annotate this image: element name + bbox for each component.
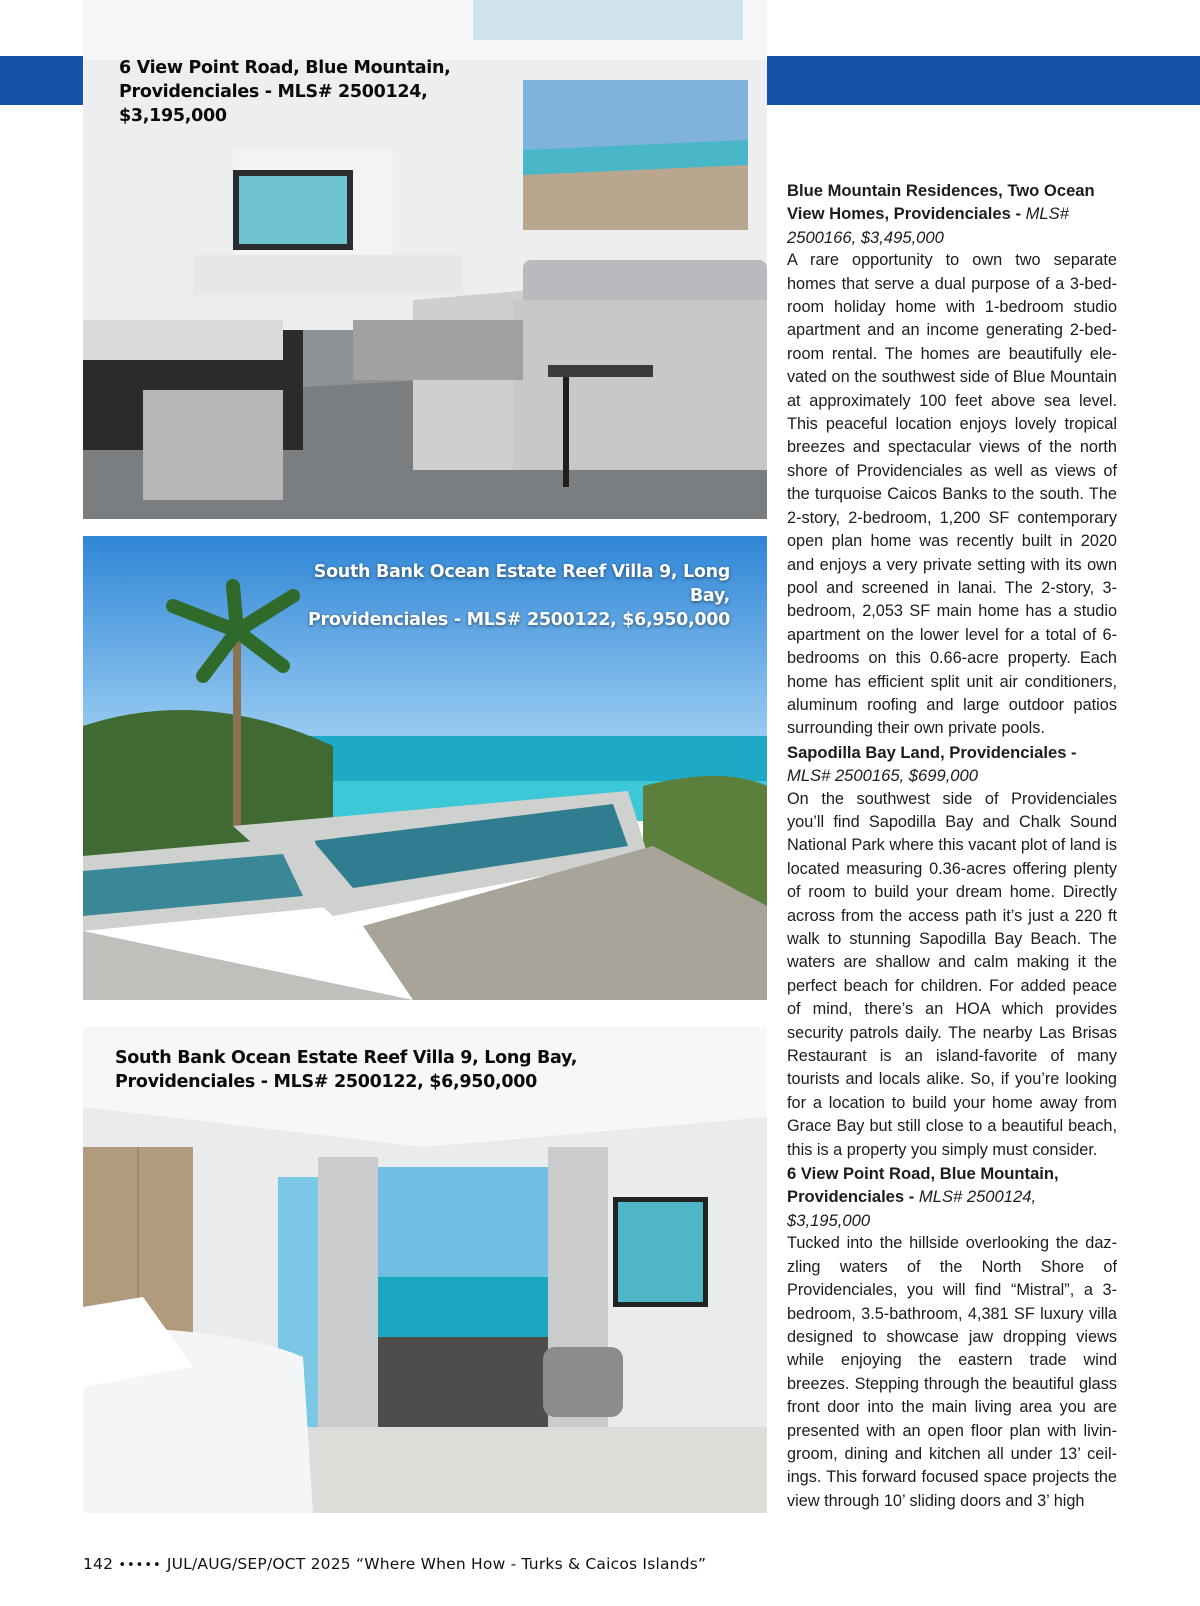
listing-heading: Sapodilla Bay Land, Providenciales - MLS# 2500165, $699,000 xyxy=(787,742,1077,786)
listing-title: Sapodilla Bay Land, Providenciales xyxy=(787,742,1067,762)
listing-mls-price: MLS# 2500124, $3,195,000 xyxy=(787,1187,1037,1230)
caption-line: South Bank Ocean Estate Reef Villa 9, Long Bay, xyxy=(313,562,730,606)
photo-caption-pool xyxy=(300,560,730,632)
listing-heading: Blue Mountain Residences, Two Ocean View Homes, Providenciales - MLS# 2500166, $3,495,000 xyxy=(787,181,1095,247)
header-band-right xyxy=(767,56,1200,105)
page-number: 142 xyxy=(83,1555,114,1573)
caption-line: Providenciales - MLS# 2500124, xyxy=(119,82,428,102)
issue-date: JUL/AUG/SEP/OCT 2025 xyxy=(166,1555,351,1573)
footer-dots: ••••• xyxy=(118,1558,162,1573)
listing-title: Blue Mountain Residences, Two Ocean View Homes, Providenciales xyxy=(787,181,1095,224)
photo-caption-living-room xyxy=(119,56,450,128)
photo-caption-bedroom xyxy=(115,1046,577,1094)
listing-mls-price: MLS# 2500166, $3,495,000 xyxy=(787,204,1069,247)
bedroom-photo xyxy=(83,1027,767,1513)
bedroom-illustration xyxy=(83,1027,767,1513)
listing-mls-price: MLS# 2500165, $699,000 xyxy=(787,766,978,786)
listing-body: A rare opportunity to own two separate homes that serve a dual purpose of a 3-bedroom holiday home with 1-bedroom studio apartment and an income generating 2-bedroom rental. The homes are beautifully elevated on the southwest side of Blue Mountain at approximately 100 feet above sea level. This peaceful location enjoys lovely tropical breezes and spectacular views of the north shore of Providenciales as well as views of the turquoise Caicos Banks to the south. The 2-story, 2-bedroom, 1,200 SF contemporary open plan home was recently built in 2020 and enjoys a very private setting with its own pool and screened in lanai. The 2-story, 3-bedroom, 2,053 SF main home has a studio apartment on the lower level for a total of 6-bedrooms on this 0.66-acre property. Each home has efficient split unit air conditioners, aluminum roofing and large outdoor patios surrounding their own private pools. xyxy=(787,251,1117,738)
caption-line: $3,195,000 xyxy=(119,106,227,126)
publication-title: “Where When How - Turks & Caicos Islands” xyxy=(355,1555,707,1573)
caption-line: South Bank Ocean Estate Reef Villa 9, Long Bay, xyxy=(115,1048,578,1068)
page-footer xyxy=(83,1555,706,1573)
listing-title: 6 View Point Road, Blue Mountain, Providenciales xyxy=(787,1164,1059,1207)
caption-line: Providenciales - MLS# 2500122, $6,950,000 xyxy=(115,1072,537,1092)
listing-body: On the southwest side of Providenciales you’ll find Sapodilla Bay and Chalk Sound National Park where this vacant plot of land is located measuring 0.36-acres offering plenty of room to build your dream home. Directly across from the access path it’s just a 220 ft walk to stunning Sapodilla Bay Beach. The waters are shallow and calm making it the perfect beach for children. For added peace of mind, there’s an HOA which provides security patrols daily. The nearby Las Brisas Restaurant is an island-favorite of many tourists and locals alike. So, if you’re looking for a location to build your home away from Grace Bay but still close to a beautiful beach, this is a property you simply must consider. xyxy=(787,789,1117,1159)
header-band-left xyxy=(0,56,83,105)
listing-body: Tucked into the hillside overlooking the dazzling waters of the North Shore of Providenciales, you will find “Mistral”, a 3-bedroom, 3.5-bathroom, 4,381 SF luxury villa designed to showcase jaw dropping views while enjoying the eastern trade wind breezes. Stepping through the beautiful glass front door into the main living area you are presented with an open floor plan with livingroom, dining and kitchen all under 13’ ceilings. This forward focused space projects the view through 10’ sliding doors and 3’ high xyxy=(787,1234,1117,1510)
listing-heading: 6 View Point Road, Blue Mountain, Providenciales - MLS# 2500124, $3,195,000 xyxy=(787,1164,1059,1230)
article-column xyxy=(787,179,1117,1513)
caption-line: 6 View Point Road, Blue Mountain, xyxy=(119,58,451,78)
caption-line: Providenciales - MLS# 2500122, $6,950,000 xyxy=(308,610,730,630)
